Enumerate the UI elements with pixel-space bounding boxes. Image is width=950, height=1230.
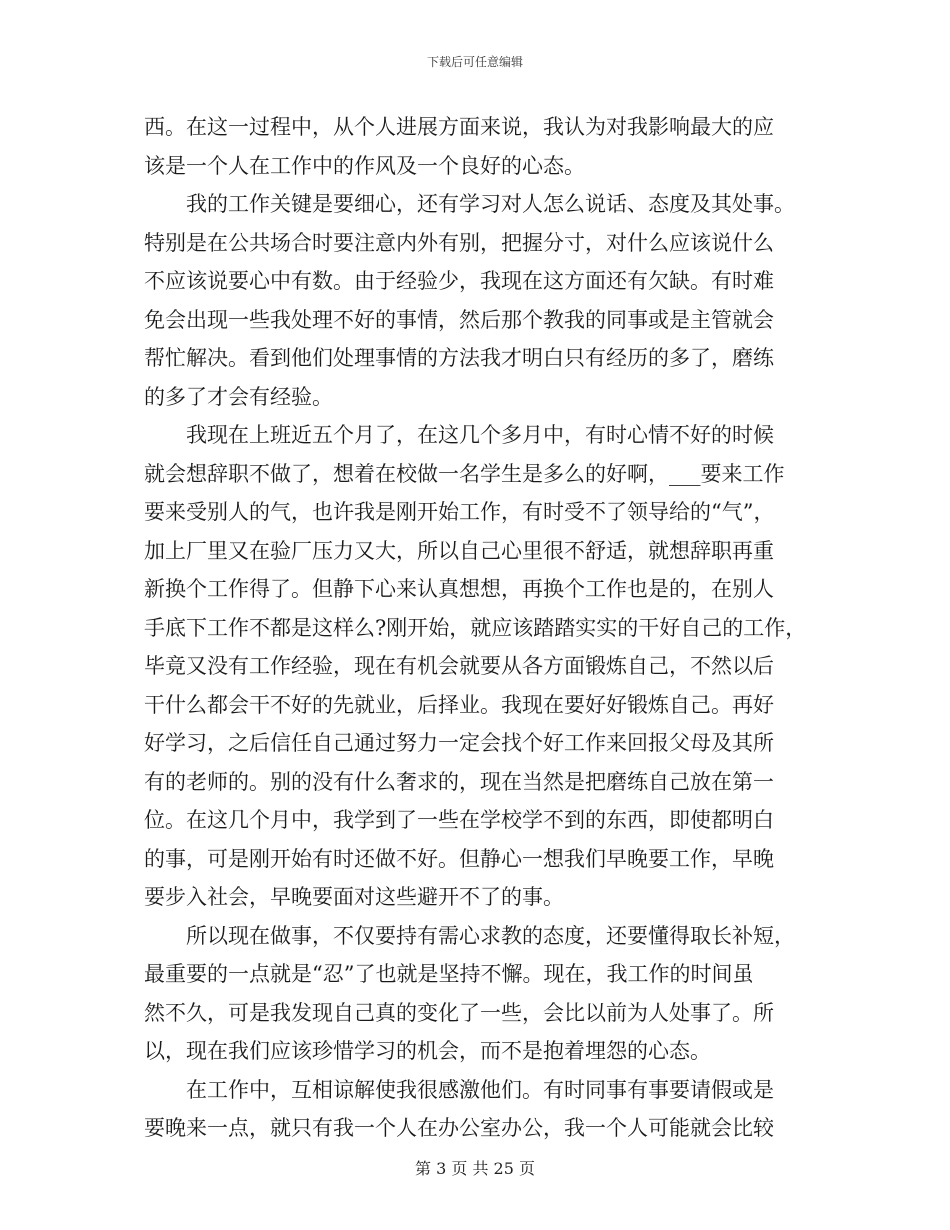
body-text-line: 在工作中，互相谅解使我很感激他们。有时同事有事要请假或是 — [144, 1077, 774, 1102]
body-text-line: 免会出现一些我处理不好的事情，然后那个教我的同事或是主管就会 — [144, 307, 774, 332]
body-text-line: 我的工作关键是要细心，还有学习对人怎么说话、态度及其处事。 — [144, 192, 795, 216]
body-text-line: 有的老师的。别的没有什么奢求的，现在当然是把磨练自己放在第一 — [144, 769, 774, 794]
body-text-line: 位。在这几个月中，我学到了一些在学校学不到的东西，即使都明白 — [144, 808, 774, 832]
page-header: 下载后可任意编辑 — [426, 55, 523, 69]
body-text-line: 然不久，可是我发现自己真的变化了一些，会比以前为人处事了。所 — [144, 1000, 774, 1025]
body-text-line: 西。在这一过程中，从个人进展方面来说，我认为对我影响最大的应 — [144, 115, 774, 139]
body-text-line: 所以现在做事，不仅要持有需心求教的态度，还要懂得取长补短， — [144, 923, 795, 948]
body-text-line: 该是一个人在工作中的作风及一个良好的心态。 — [144, 153, 585, 178]
body-text-line: 手底下工作不都是这样么?刚开始，就应该踏踏实实的干好自己的工作， — [144, 615, 807, 640]
body-text-line: 要步入社会，早晚要面对这些避开不了的事。 — [144, 885, 564, 909]
page-number-footer: 第 3 页 共 25 页 — [415, 1159, 535, 1178]
body-text-line: 就会想辞职不做了，想着在校做一名学生是多么的好啊，___要来工作 — [144, 461, 785, 486]
body-text-line: 干什么都会干不好的先就业，后择业。我现在要好好锻炼自己。再好 — [144, 692, 774, 717]
body-text-line: 以，现在我们应该珍惜学习的机会，而不是抱着埋怨的心态。 — [144, 1039, 711, 1063]
body-text-line: 要晚来一点，就只有我一个人在办公室办公，我一个人可能就会比较 — [144, 1116, 774, 1140]
body-text-line: 最重要的一点就是“忍”了也就是坚持不懈。现在，我工作的时间虽 — [144, 962, 754, 986]
body-text-line: 加上厂里又在验厂压力又大，所以自己心里很不舒适，就想辞职再重 — [144, 538, 774, 563]
body-text-line: 新换个工作得了。但静下心来认真想想，再换个工作也是的，在别人 — [144, 577, 774, 601]
body-text-line: 要来受别人的气，也许我是刚开始工作，有时受不了领导给的“气”， — [144, 500, 775, 524]
body-text-line: 不应该说要心中有数。由于经验少，我现在这方面还有欠缺。有时难 — [144, 269, 774, 293]
body-text-line: 特别是在公共场合时要注意内外有别，把握分寸，对什么应该说什么 — [144, 230, 774, 255]
body-text-line: 毕竟又没有工作经验，现在有机会就要从各方面锻炼自己，不然以后 — [144, 654, 774, 678]
body-text-line: 的多了才会有经验。 — [144, 384, 333, 409]
body-text-line: 帮忙解决。看到他们处理事情的方法我才明白只有经历的多了，磨练 — [144, 346, 774, 370]
body-text-line: 的事，可是刚开始有时还做不好。但静心一想我们早晚要工作，早晚 — [144, 846, 774, 871]
body-text-line: 我现在上班近五个月了，在这几个多月中，有时心情不好的时候 — [144, 423, 774, 447]
body-text-line: 好学习，之后信任自己通过努力一定会找个好工作来回报父母及其所 — [144, 731, 774, 755]
